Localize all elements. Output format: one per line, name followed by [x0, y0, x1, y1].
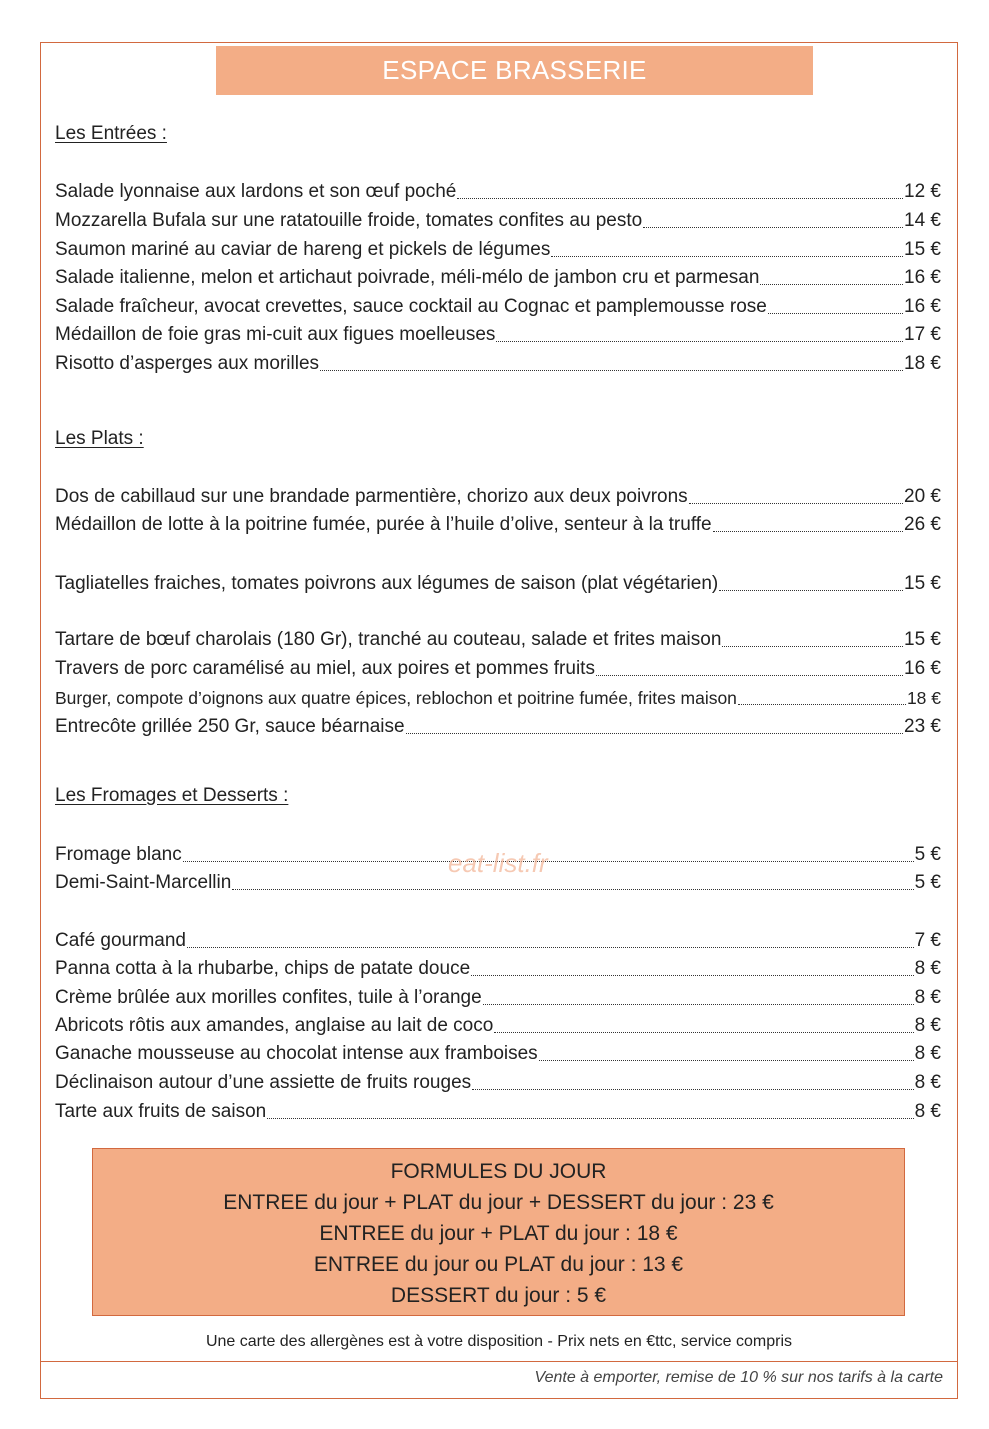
item-price: 8 €	[914, 1101, 941, 1122]
menu-item	[55, 956, 941, 982]
menu-item	[55, 1099, 941, 1125]
leader-dots	[187, 928, 914, 948]
leader-dots	[596, 656, 903, 676]
item-name: Burger, compote d’oignons aux quatre épices, reblochon et poitrine fumée, frites maison	[55, 688, 737, 708]
item-name: Café gourmand	[55, 930, 186, 951]
item-name: Panna cotta à la rhubarbe, chips de patate douce	[55, 958, 471, 979]
formule-line: DESSERT du jour : 5 €	[390, 1284, 607, 1307]
item-price: 20 €	[904, 486, 941, 507]
menu-item	[55, 208, 941, 234]
leader-dots	[183, 842, 914, 862]
menu-header: ESPACE BRASSERIE	[216, 46, 813, 95]
leader-dots	[768, 294, 903, 314]
leader-dots	[722, 627, 903, 647]
menu-item	[55, 265, 941, 291]
formule-line: ENTREE du jour + PLAT du jour : 18 €	[319, 1222, 678, 1245]
item-price: 17 €	[904, 324, 941, 345]
item-name: Tartare de bœuf charolais (180 Gr), tranché au couteau, salade et frites maison	[55, 629, 722, 650]
section-title-desserts: Les Fromages et Desserts :	[55, 785, 289, 806]
item-price: 5 €	[914, 844, 941, 865]
item-name: Entrecôte grillée 250 Gr, sauce béarnaise	[55, 716, 405, 737]
item-price: 18 €	[904, 353, 941, 374]
formules-box	[92, 1148, 905, 1316]
footer-divider	[40, 1361, 958, 1362]
item-price: 26 €	[904, 514, 941, 535]
item-name: Dos de cabillaud sur une brandade parmentière, chorizo aux deux poivrons	[55, 486, 688, 507]
menu-item	[55, 1013, 941, 1039]
item-price: 5 €	[914, 872, 941, 893]
item-price: 18 €	[906, 688, 941, 708]
item-price: 7 €	[914, 930, 941, 951]
menu-item	[55, 1070, 941, 1096]
item-price: 15 €	[904, 573, 941, 594]
item-name: Salade fraîcheur, avocat crevettes, sauce cocktail au Cognac et pamplemousse rose	[55, 296, 767, 317]
item-price: 15 €	[904, 629, 941, 650]
leader-dots	[494, 1013, 913, 1033]
item-name: Salade italienne, melon et artichaut poivrade, méli-mélo de jambon cru et parmesan	[55, 267, 760, 288]
formule-line: ENTREE du jour ou PLAT du jour : 13 €	[313, 1253, 684, 1276]
leader-dots	[232, 870, 913, 890]
menu-item	[55, 685, 941, 711]
leader-dots	[496, 322, 903, 342]
menu-item	[55, 714, 941, 740]
leader-dots	[713, 512, 903, 532]
menu-item	[55, 512, 941, 538]
leader-dots	[320, 351, 903, 371]
formules-title: FORMULES DU JOUR	[390, 1160, 607, 1183]
menu-item	[55, 656, 941, 682]
watermark: eat-list.fr	[448, 848, 548, 878]
item-price: 16 €	[904, 296, 941, 317]
leader-dots	[551, 237, 903, 257]
menu-item	[55, 627, 941, 653]
leader-dots	[643, 208, 903, 228]
item-price: 23 €	[904, 716, 941, 737]
allergens-note: Une carte des allergènes est à votre disposition - Prix nets en €ttc, service compris	[205, 1333, 793, 1350]
leader-dots	[689, 484, 903, 504]
item-name: Crème brûlée aux morilles confites, tuile à l’orange	[55, 987, 482, 1008]
menu-item	[55, 351, 941, 377]
menu-item	[55, 294, 941, 320]
menu-item	[55, 1041, 941, 1067]
item-price: 12 €	[904, 181, 941, 202]
leader-dots	[539, 1041, 914, 1061]
menu-item	[55, 928, 941, 954]
menu-item	[55, 179, 941, 205]
item-name: Risotto d’asperges aux morilles	[55, 353, 320, 374]
item-price: 8 €	[914, 958, 941, 979]
item-name: Mozzarella Bufala sur une ratatouille froide, tomates confites au pesto	[55, 210, 643, 231]
item-price: 8 €	[914, 1072, 941, 1093]
section-title-plats: Les Plats :	[55, 428, 144, 449]
item-name: Demi-Saint-Marcellin	[55, 872, 232, 893]
item-name: Médaillon de foie gras mi-cuit aux figues moelleuses	[55, 324, 496, 345]
item-name: Tagliatelles fraiches, tomates poivrons aux légumes de saison (plat végétarien)	[55, 573, 719, 594]
leader-dots	[719, 571, 903, 591]
item-price: 15 €	[904, 239, 941, 260]
leader-dots	[267, 1099, 913, 1119]
item-name: Médaillon de lotte à la poitrine fumée, purée à l’huile d’olive, senteur à la truffe	[55, 514, 712, 535]
item-name: Fromage blanc	[55, 844, 182, 865]
item-name: Salade lyonnaise aux lardons et son œuf poché	[55, 181, 457, 202]
item-name: Saumon mariné au caviar de hareng et pickels de légumes	[55, 239, 551, 260]
menu-item	[55, 237, 941, 263]
leader-dots	[483, 985, 914, 1005]
item-name: Ganache mousseuse au chocolat intense aux framboises	[55, 1043, 538, 1064]
item-name: Travers de porc caramélisé au miel, aux poires et pommes fruits	[55, 658, 595, 679]
item-name: Déclinaison autour d’une assiette de fruits rouges	[55, 1072, 472, 1093]
leader-dots	[738, 685, 906, 705]
item-name: Abricots rôtis aux amandes, anglaise au lait de coco	[55, 1015, 494, 1036]
item-price: 16 €	[904, 658, 941, 679]
leader-dots	[472, 1070, 913, 1090]
item-price: 8 €	[914, 1043, 941, 1064]
section-title-entrees: Les Entrées :	[55, 123, 167, 144]
leader-dots	[457, 179, 903, 199]
leader-dots	[406, 714, 903, 734]
leader-dots	[760, 265, 903, 285]
item-price: 16 €	[904, 267, 941, 288]
menu-item	[55, 484, 941, 510]
item-price: 8 €	[914, 1015, 941, 1036]
formule-line: ENTREE du jour + PLAT du jour + DESSERT du jour : 23 €	[223, 1191, 774, 1214]
item-price: 14 €	[904, 210, 941, 231]
takeaway-note: Vente à emporter, remise de 10 % sur nos tarifs à la carte	[534, 1369, 943, 1386]
menu-item	[55, 571, 941, 597]
leader-dots	[471, 956, 913, 976]
menu-item	[55, 985, 941, 1011]
menu-item	[55, 322, 941, 348]
item-price: 8 €	[914, 987, 941, 1008]
item-name: Tarte aux fruits de saison	[55, 1101, 267, 1122]
